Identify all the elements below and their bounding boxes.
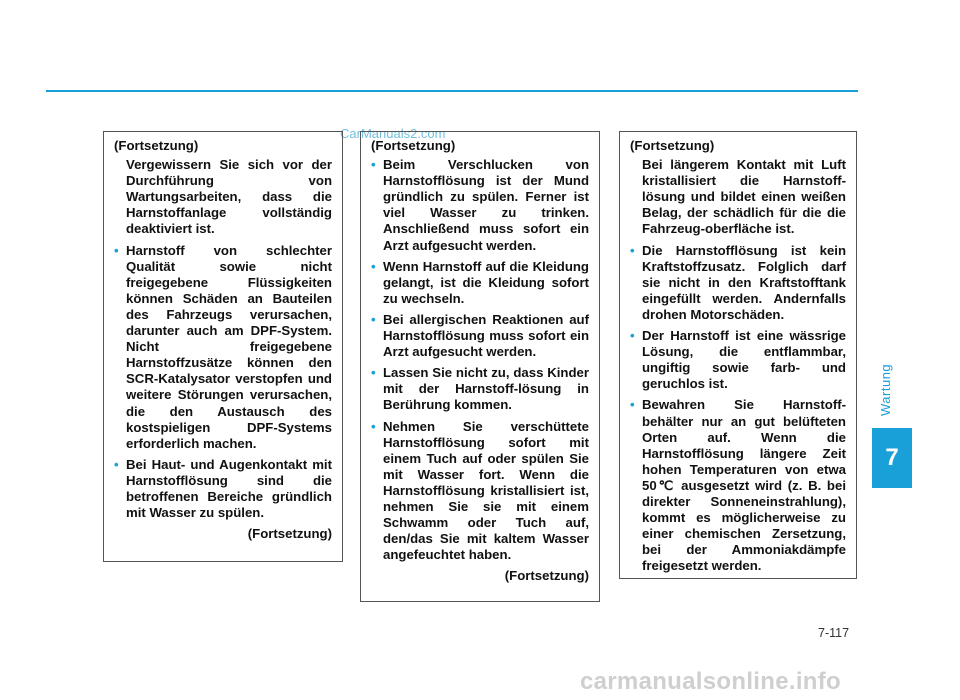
bullet-text: Nehmen Sie verschüttete Harnstofflösung sofort mit einem Tuch auf oder spülen Sie mit Wasser fort. Wenn die Harnstofflösung kristallisiert ist, nehmen Sie sie mit einem Schwamm oder Tuch auf, den/das Sie mit kaltem Wasser angefeuchtet haben. xyxy=(383,418,589,563)
bullet-item xyxy=(630,397,846,574)
bullet-item xyxy=(630,328,846,392)
bullet-dot-icon: • xyxy=(371,365,376,381)
bullet-item xyxy=(114,243,332,452)
section-side-label: Wartung xyxy=(878,363,893,417)
top-rule xyxy=(46,90,858,92)
bullet-dot-icon: • xyxy=(114,242,119,258)
bullet-item xyxy=(630,243,846,323)
bullet-text: Der Harnstoff ist eine wässrige Lösung, die entflammbar, ungiftig sowie farb- und geruchlos ist. xyxy=(642,328,846,392)
bullet-item xyxy=(371,365,589,413)
warning-box-1 xyxy=(103,131,343,562)
bullet-text: Harnstoff von schlechter Qualität sowie nicht freigegebene Flüssigkeiten können Schäden an Bauteilen des Fahrzeugs verursachen, darunter auch am DPF-System. Nicht freigegebene Harnstoffzusätze können den SCR-Katalysator verstopfen und weitere Störungen verursachen, die den Austausch des kostspieligen DPF-Systems erforderlich machen. xyxy=(126,242,332,451)
bullet-text: Bei allergischen Reaktionen auf Harnstofflösung muss sofort ein Arzt aufgesucht werden. xyxy=(383,311,589,360)
warning-box-3 xyxy=(619,131,857,579)
bullet-dot-icon: • xyxy=(371,258,376,274)
bullet-item xyxy=(371,312,589,360)
continuation-head: (Fortsetzung) xyxy=(630,138,715,153)
bullet-dot-icon: • xyxy=(371,157,376,173)
bullet-text: Bei Haut- und Augenkontakt mit Harnstofflösung sind die betroffenen Bereiche gründlich mit Wasser zu spülen. xyxy=(126,456,332,521)
intro-paragraph: Vergewissern Sie sich vor der Durchführung von Wartungsarbeiten, dass die Harnstoffanlage vollständig deaktiviert ist. xyxy=(126,157,332,237)
continuation-head: (Fortsetzung) xyxy=(114,138,199,153)
bullet-dot-icon: • xyxy=(371,311,376,327)
watermark-bottom[interactable]: carmanualsonline.info xyxy=(580,668,842,695)
bullet-dot-icon: • xyxy=(630,397,635,413)
bullet-text: Bewahren Sie Harnstoff-behälter nur an gut belüfteten Orten auf. Wenn die Harnstofflösung längere Zeit hohen Temperaturen von etwa 50℃ ausgesetzt wird (z. B. bei direkter Sonneneinstrahlung), kommt es möglicherweise zu einer chemischen Zersetzung, bei der Ammoniakdämpfe freigesetzt werden. xyxy=(642,397,846,574)
page-number: 7-117 xyxy=(818,626,850,640)
bullet-dot-icon: • xyxy=(630,242,635,258)
bullet-text: Die Harnstofflösung ist kein Kraftstoffzusatz. Folglich darf sie nicht in den Kraftstofftank eingefüllt werden. Andernfalls drohen Motorschäden. xyxy=(642,242,846,322)
bullet-item xyxy=(371,259,589,307)
continuation-head: (Fortsetzung) xyxy=(371,138,456,153)
bullet-text: Lassen Sie nicht zu, dass Kinder mit der Harnstoff-lösung in Berührung kommen. xyxy=(383,365,589,413)
bullet-text: Beim Verschlucken von Harnstofflösung ist der Mund gründlich zu spülen. Ferner ist viel Wasser zu trinken. Anschließend muss sofort ein Arzt aufgesucht werden. xyxy=(383,157,589,253)
watermark-top[interactable]: CarManuals2.com xyxy=(340,126,446,141)
bullet-item xyxy=(371,157,589,254)
bullet-item xyxy=(114,457,332,521)
intro-paragraph: Bei längerem Kontakt mit Luft kristallisiert die Harnstoff-lösung und bildet einen weißen Belag, der schädlich für die die Fahrzeug-oberfläche ist. xyxy=(642,157,846,237)
bullet-text: Wenn Harnstoff auf die Kleidung gelangt, ist die Kleidung sofort zu wechseln. xyxy=(383,258,589,306)
bullet-item xyxy=(371,419,589,564)
continuation-foot: (Fortsetzung) xyxy=(247,526,332,542)
bullet-dot-icon: • xyxy=(630,328,635,344)
warning-box-2 xyxy=(360,131,600,602)
bullet-dot-icon: • xyxy=(371,418,376,434)
chapter-tab: 7 xyxy=(872,428,912,488)
bullet-dot-icon: • xyxy=(114,456,119,472)
continuation-foot: (Fortsetzung) xyxy=(504,568,589,584)
